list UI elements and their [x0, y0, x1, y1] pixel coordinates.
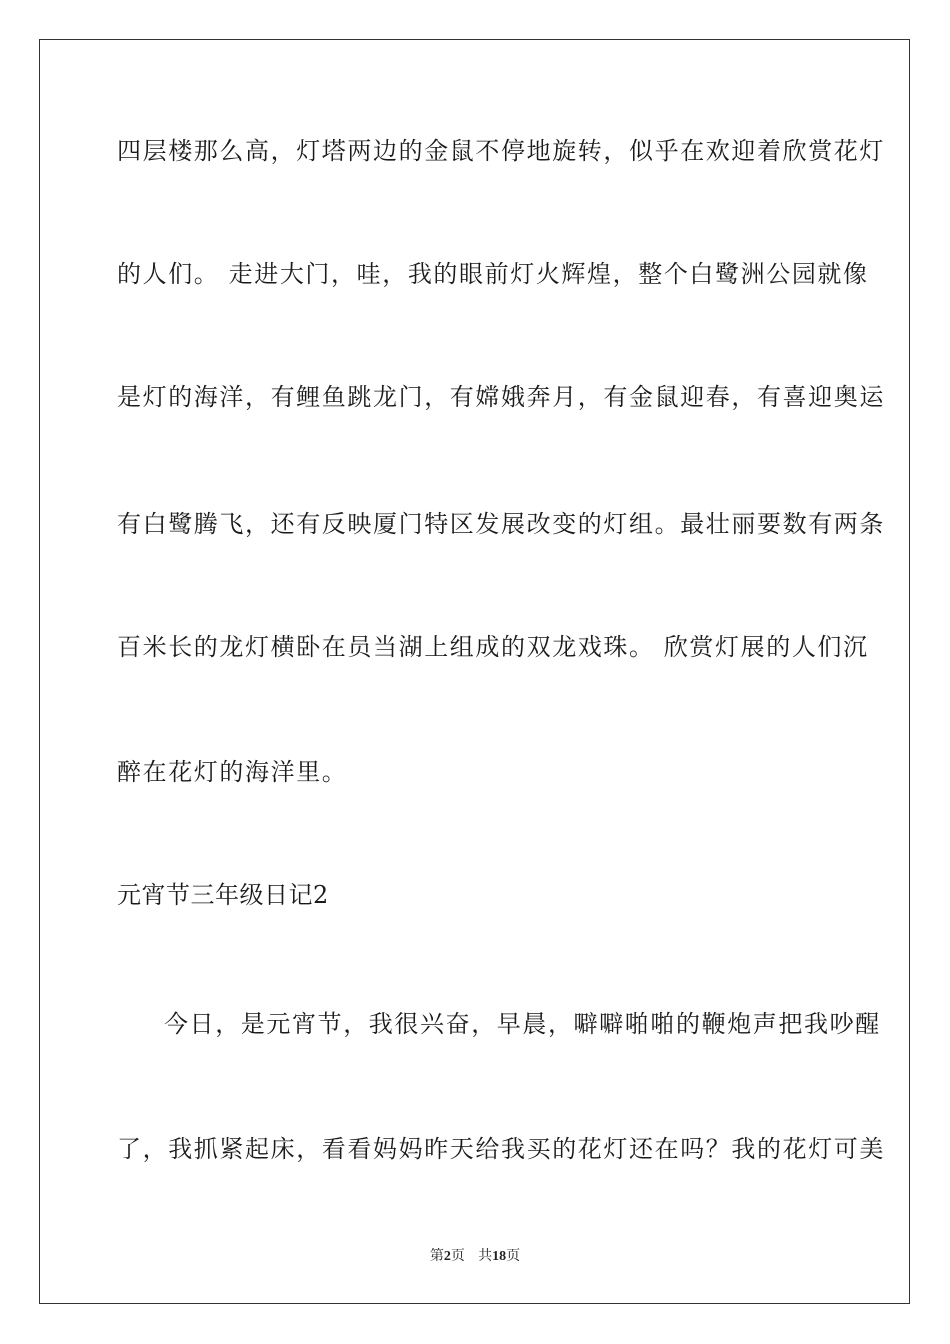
body-line-6: 醉在花灯的海洋里。 [117, 758, 348, 786]
body-line-2: 的人们。 走进大门，哇，我的眼前灯火辉煌，整个白鹭洲公园就像 [117, 260, 869, 288]
body-line-1: 四层楼那么高，灯塔两边的金鼠不停地旋转，似乎在欢迎着欣赏花灯 [117, 137, 885, 165]
footer-total-pages: 18 [492, 1249, 507, 1264]
section-line-1: 今日，是元宵节，我很兴奋，早晨，噼噼啪啪的鞭炮声把我吵醒 [164, 1010, 881, 1038]
page-border [39, 39, 910, 1304]
section-line-2: 了，我抓紧起床，看看妈妈昨天给我买的花灯还在吗？我的花灯可美 [117, 1135, 885, 1163]
footer-total-prefix: 共 [478, 1248, 493, 1264]
footer-page-suffix: 页 [450, 1248, 465, 1264]
body-line-3: 是灯的海洋，有鲤鱼跳龙门，有嫦娥奔月，有金鼠迎春，有喜迎奥运 [117, 383, 885, 411]
footer-total-suffix: 页 [506, 1248, 521, 1264]
section-title: 元宵节三年级日记2 [117, 881, 329, 909]
body-line-4: 有白鹭腾飞，还有反映厦门特区发展改变的灯组。最壮丽要数有两条 [117, 510, 885, 538]
page-footer [0, 1246, 950, 1267]
footer-page-number: 2 [443, 1249, 451, 1264]
footer-page-prefix: 第 [429, 1248, 444, 1264]
body-line-5: 百米长的龙灯横卧在员当湖上组成的双龙戏珠。 欣赏灯展的人们沉 [117, 633, 869, 661]
